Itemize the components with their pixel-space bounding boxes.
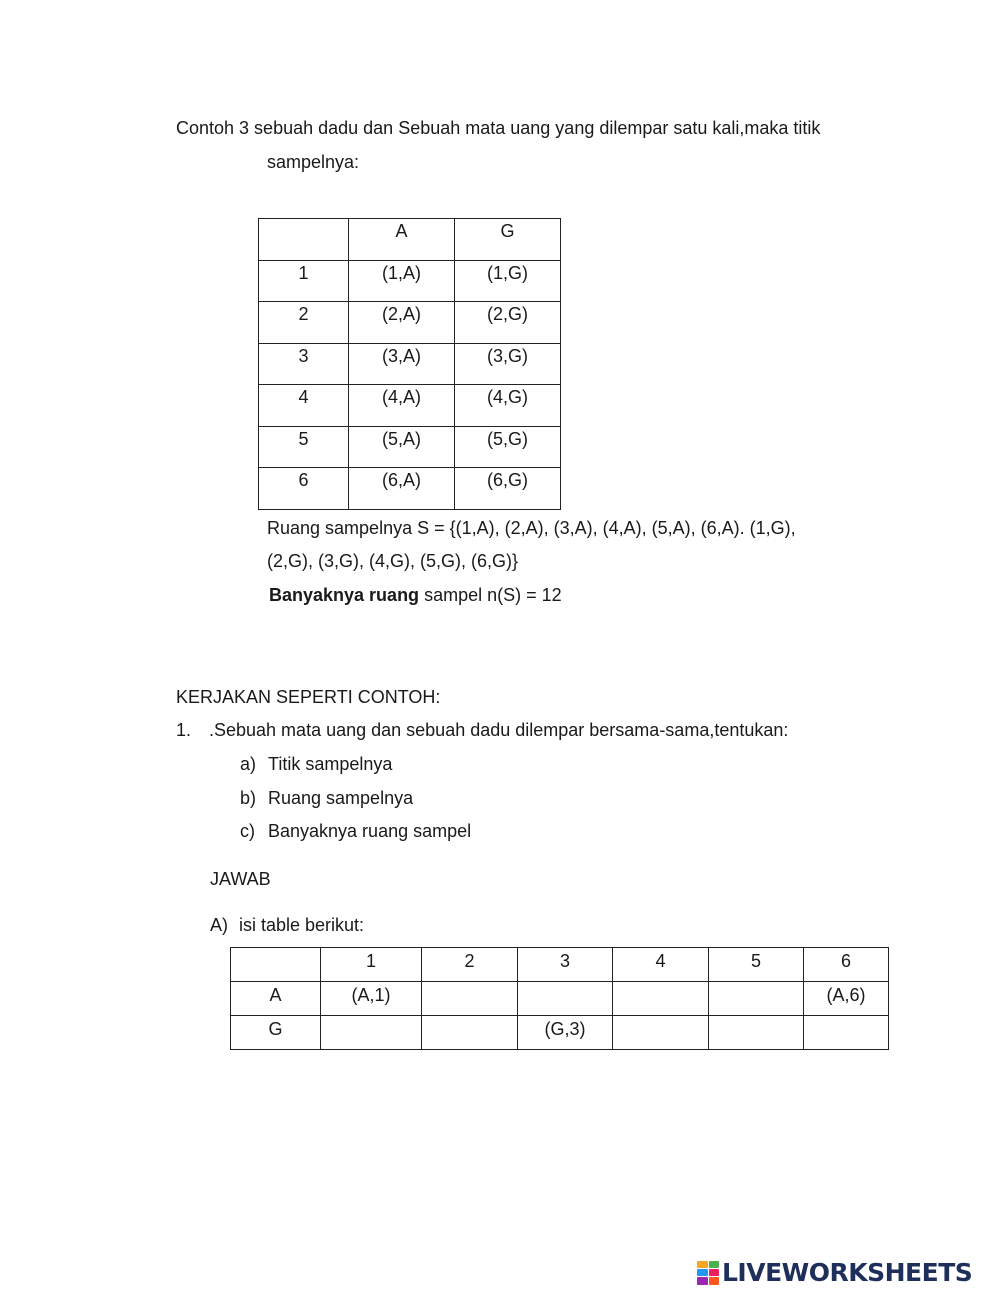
answer-table [230,947,889,1050]
table-cell: (G,3) [518,1016,613,1050]
answer-a-text: isi table berikut: [239,915,365,935]
brand-name: LIVEWORKSHEETS [722,1258,973,1287]
table-row [259,468,561,510]
table-header-cell: 4 [613,948,709,982]
table-header-cell [259,219,349,261]
table-row [259,385,561,427]
table-header-cell: 5 [709,948,804,982]
part-a-marker: a) [240,754,257,774]
sample-space-line-2: (2,G), (3,G), (4,G), (5,G), (6,G)} [267,551,519,571]
table-row [259,260,561,302]
answer-input-cell[interactable] [804,1016,889,1050]
logo-tile [709,1269,720,1276]
table-header-cell: 3 [518,948,613,982]
logo-tile [697,1277,708,1284]
table-cell: (1,A) [349,260,455,302]
table-cell: (A,6) [804,982,889,1016]
table-header-cell [231,948,321,982]
answer-input-cell[interactable] [709,982,804,1016]
sample-space-line-1: Ruang sampelnya S = {(1,A), (2,A), (3,A), (4,A), (5,A), (6,A). (1,G), [267,518,796,538]
table-cell: (6,A) [349,468,455,510]
table-header-cell: 2 [422,948,518,982]
table-row [231,1016,889,1050]
part-b-marker: b) [240,788,257,808]
answer-input-cell[interactable] [422,982,518,1016]
table-cell: (2,A) [349,302,455,344]
table-row [231,982,889,1016]
table-cell: 6 [259,468,349,510]
intro-line-2: sampelnya: [267,152,360,172]
table-cell: 4 [259,385,349,427]
table-cell: (3,G) [455,343,561,385]
table-cell: (2,G) [455,302,561,344]
logo-tile [697,1261,708,1268]
table-header-row [231,948,889,982]
logo-tile [709,1277,720,1284]
answer-input-cell[interactable] [422,1016,518,1050]
table-row [259,426,561,468]
intro-line-1: Contoh 3 sebuah dadu dan Sebuah mata uang yang dilempar satu kali,maka titik [176,118,821,138]
table-cell: 5 [259,426,349,468]
table-row [259,343,561,385]
table-row [259,302,561,344]
part-b-text: Ruang sampelnya [268,788,414,808]
table-header-cell: 1 [321,948,422,982]
table-header-cell: 6 [804,948,889,982]
answer-input-cell[interactable] [613,1016,709,1050]
part-c-text: Banyaknya ruang sampel [268,821,472,841]
answer-a-marker: A) [210,915,228,935]
answer-input-cell[interactable] [709,1016,804,1050]
sample-space-count-bold: Banyaknya ruang [269,585,420,605]
answer-label: JAWAB [210,869,271,889]
sample-space-count [269,585,562,606]
table-header-cell: G [455,219,561,261]
question-text: .Sebuah mata uang dan sebuah dadu dilempar bersama-sama,tentukan: [209,720,789,740]
exercise-heading: KERJAKAN SEPERTI CONTOH: [176,687,441,707]
liveworksheets-logo-icon [697,1261,719,1285]
part-c-marker: c) [240,821,255,841]
table-cell: (1,G) [455,260,561,302]
example-table [258,218,561,510]
table-cell: 2 [259,302,349,344]
answer-input-cell[interactable] [518,982,613,1016]
table-cell: (3,A) [349,343,455,385]
answer-input-cell[interactable] [613,982,709,1016]
sample-space-count-rest: sampel n(S) = 12 [419,585,562,605]
question-number: 1. [176,720,192,740]
table-cell: (4,A) [349,385,455,427]
table-cell: (A,1) [321,982,422,1016]
table-cell: (5,A) [349,426,455,468]
answer-input-cell[interactable] [321,1016,422,1050]
table-header-row [259,219,561,261]
logo-tile [697,1269,708,1276]
table-cell: (4,G) [455,385,561,427]
table-cell: (6,G) [455,468,561,510]
table-row-label: A [231,982,321,1016]
table-header-cell: A [349,219,455,261]
part-a-text: Titik sampelnya [268,754,393,774]
table-row-label: G [231,1016,321,1050]
table-cell: 1 [259,260,349,302]
table-cell: 3 [259,343,349,385]
logo-tile [709,1261,720,1268]
liveworksheets-logo [697,1258,972,1287]
table-cell: (5,G) [455,426,561,468]
